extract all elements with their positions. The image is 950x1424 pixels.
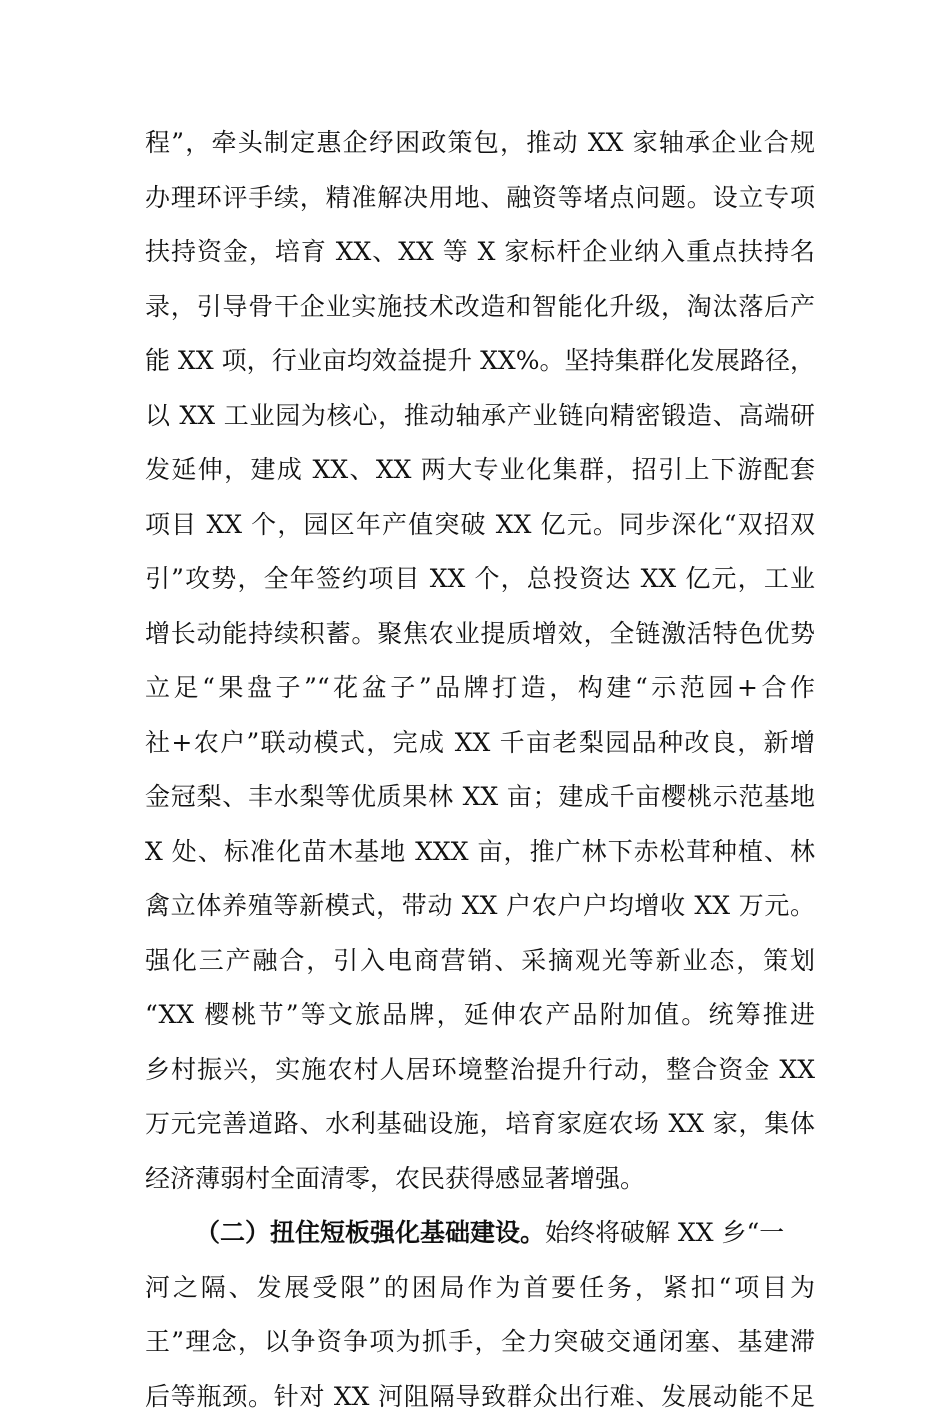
section-2-first-line-text: 始终将破解 XX 乡“一	[545, 1218, 784, 1247]
body-line: 扶持资金，培育 XX、XX 等 X 家标杆企业纳入重点扶持名	[145, 225, 815, 280]
body-line: 项目 XX 个，园区年产值突破 XX 亿元。同步深化“双招双	[145, 498, 815, 553]
body-line: 禽立体养殖等新模式，带动 XX 户农户户均增收 XX 万元。	[145, 879, 815, 934]
body-line: 后等瓶颈。针对 XX 河阻隔导致群众出行难、发展动能不足	[145, 1370, 815, 1424]
body-line: 万元完善道路、水利基础设施，培育家庭农场 XX 家，集体	[145, 1097, 815, 1152]
paragraph-end-line: 经济薄弱村全面清零，农民获得感显著增强。	[145, 1152, 815, 1207]
body-line: “XX 樱桃节”等文旅品牌，延伸农产品附加值。统筹推进	[145, 988, 815, 1043]
section-2-first-line	[145, 1206, 815, 1261]
body-line: 能 XX 项，行业亩均效益提升 XX%。坚持集群化发展路径，	[145, 334, 815, 389]
body-line: 办理环评手续，精准解决用地、融资等堵点问题。设立专项	[145, 171, 815, 226]
section-2-heading: （二）扭住短板强化基础建设。	[195, 1218, 545, 1247]
body-line: 增长动能持续积蓄。聚焦农业提质增效，全链激活特色优势	[145, 607, 815, 662]
body-line: 金冠梨、丰水梨等优质果林 XX 亩；建成千亩樱桃示范基地	[145, 770, 815, 825]
body-line: X 处、标准化苗木基地 XXX 亩，推广林下赤松茸种植、林	[145, 825, 815, 880]
body-line: 以 XX 工业园为核心，推动轴承产业链向精密锻造、高端研	[145, 389, 815, 444]
body-line: 乡村振兴，实施农村人居环境整治提升行动，整合资金 XX	[145, 1043, 815, 1098]
body-line: 引”攻势，全年签约项目 XX 个，总投资达 XX 亿元，工业	[145, 552, 815, 607]
body-line: 河之隔、发展受限”的困局作为首要任务，紧扣“项目为	[145, 1261, 815, 1316]
body-line: 强化三产融合，引入电商营销、采摘观光等新业态，策划	[145, 934, 815, 989]
body-line: 程”，牵头制定惠企纾困政策包，推动 XX 家轴承企业合规	[145, 116, 815, 171]
body-line: 发延伸，建成 XX、XX 两大专业化集群，招引上下游配套	[145, 443, 815, 498]
body-line: 社+农户”联动模式，完成 XX 千亩老梨园品种改良，新增	[145, 716, 815, 771]
body-line: 立足“果盘子”“花盆子”品牌打造，构建“示范园+合作	[145, 661, 815, 716]
body-line: 王”理念，以争资争项为抓手，全力突破交通闭塞、基建滞	[145, 1315, 815, 1370]
document-body	[145, 116, 815, 1424]
body-line: 录，引导骨干企业实施技术改造和智能化升级，淘汰落后产	[145, 280, 815, 335]
